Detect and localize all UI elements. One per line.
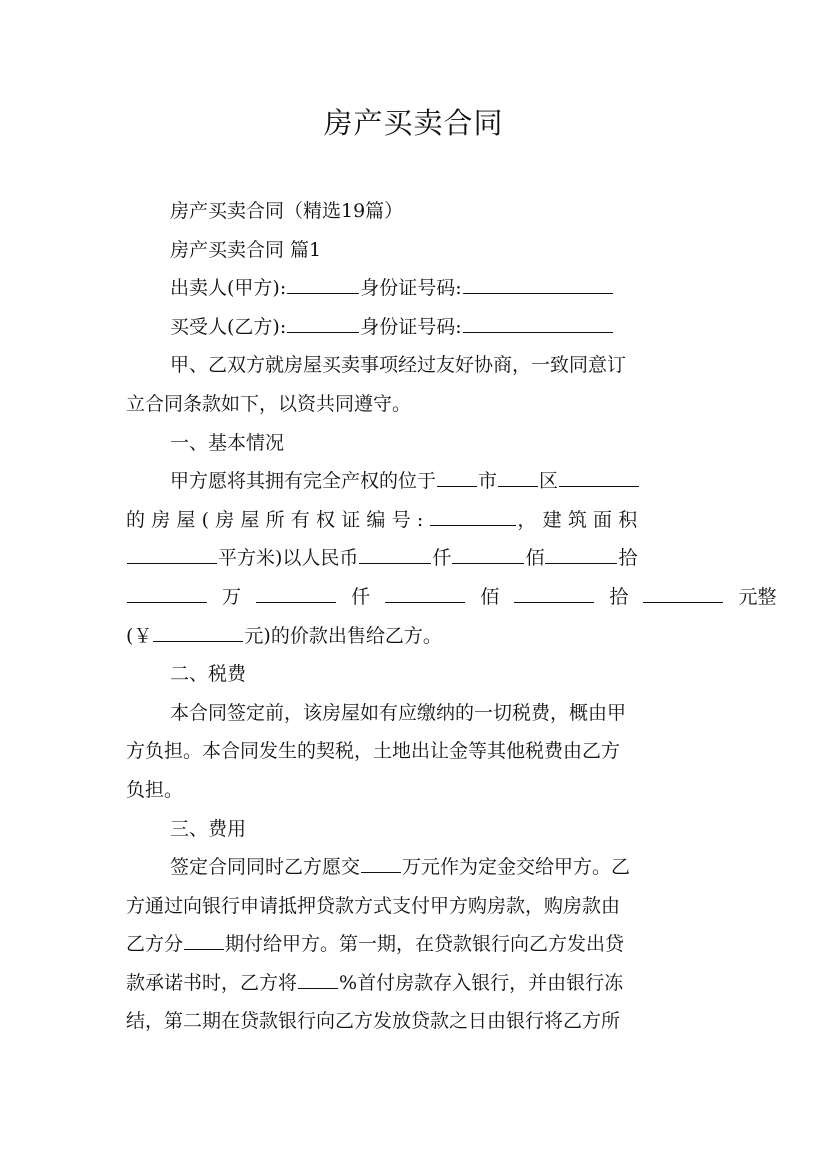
bai-blank[interactable]: [452, 543, 524, 564]
intro-line-1: 甲、乙双方就房屋买卖事项经过友好协商，一致同意订: [170, 354, 627, 377]
shi-label: 拾: [618, 547, 638, 570]
shi-2-blank[interactable]: [514, 582, 594, 603]
chapter-heading: 房产买卖合同 篇1: [170, 238, 322, 261]
section-3-heading: 三、费用: [170, 817, 247, 840]
bai-label: 佰: [525, 547, 545, 570]
qian-label: 仟: [432, 547, 452, 570]
shi-2-label: 拾: [609, 585, 629, 608]
buyer-name-blank[interactable]: [287, 312, 359, 333]
address-blank[interactable]: [559, 466, 639, 487]
section-1-line-5: [126, 617, 704, 656]
deposit-suffix: 万元作为定金交给甲方。乙: [402, 856, 631, 879]
qian-2-blank[interactable]: [256, 582, 336, 603]
yuan-blank[interactable]: [643, 582, 723, 603]
section-2-line-3: 负担。: [126, 778, 184, 801]
wan-blank[interactable]: [127, 582, 207, 603]
section-2-line-1: 本合同签定前，该房屋如有应缴纳的一切税费，概由甲: [170, 701, 627, 724]
section-3-line-2: 方通过向银行申请抵押贷款方式支付甲方购房款，购房款由: [126, 894, 621, 917]
wan-label: 万: [222, 585, 242, 608]
buyer-label: 买受人(乙方):: [170, 315, 287, 338]
subtitle: 房产买卖合同（精选19篇）: [170, 200, 404, 222]
down-payment-suffix: %首付房款存入银行，并由银行冻: [339, 971, 624, 994]
yuan-zheng-label: 元整: [738, 585, 777, 608]
seller-line: [126, 269, 704, 308]
deposit-label: 签定合同同时乙方愿交: [170, 856, 361, 879]
buyer-line: [126, 308, 704, 347]
location-label: 甲方愿将其拥有完全产权的位于: [170, 470, 437, 493]
seller-id-blank[interactable]: [463, 273, 613, 294]
section-3-line-1: [126, 848, 704, 887]
document-body: [126, 192, 777, 1041]
cert-number-blank[interactable]: [430, 505, 516, 526]
shi-blank[interactable]: [545, 543, 617, 564]
city-label: 市: [478, 470, 498, 493]
area-blank[interactable]: [127, 543, 217, 564]
yen-label: (￥: [126, 624, 153, 647]
seller-label: 出卖人(甲方):: [170, 277, 287, 300]
down-payment-label: 款承诺书时，乙方将: [126, 971, 298, 994]
yen-amount-blank[interactable]: [153, 621, 243, 642]
section-1-line-1: [126, 462, 704, 501]
deposit-blank[interactable]: [361, 852, 401, 873]
section-1-heading: 一、基本情况: [170, 431, 285, 454]
qian-2-label: 仟: [351, 585, 371, 608]
section-1-line-3: [126, 539, 704, 578]
document-title: 房产买卖合同: [323, 106, 504, 140]
cert-label: 的房屋(房屋所有权证编号:: [126, 508, 430, 531]
section-2-line-2: 方负担。本合同发生的契税，土地出让金等其他税费由乙方: [126, 740, 621, 763]
sale-label: 元)的价款出售给乙方。: [244, 624, 442, 647]
intro-line-2: 立合同条款如下，以资共同遵守。: [126, 392, 412, 415]
seller-id-label: 身份证号码:: [360, 277, 462, 300]
city-blank[interactable]: [437, 466, 477, 487]
bai-2-blank[interactable]: [385, 582, 465, 603]
installment-blank[interactable]: [184, 929, 224, 950]
down-payment-blank[interactable]: [298, 968, 338, 989]
bai-2-label: 佰: [480, 585, 500, 608]
buyer-id-label: 身份证号码:: [360, 315, 462, 338]
area-label: ，建筑面积: [517, 508, 644, 531]
section-3-line-3: [126, 925, 704, 964]
seller-name-blank[interactable]: [287, 273, 359, 294]
buyer-id-blank[interactable]: [463, 312, 613, 333]
installment-suffix: 期付给甲方。第一期，在贷款银行向乙方发出贷: [225, 933, 625, 956]
section-1-line-2: [126, 501, 704, 540]
district-label: 区: [539, 470, 559, 493]
section-3-line-5: 结，第二期在贷款银行向乙方发放贷款之日由银行将乙方所: [126, 1010, 621, 1033]
section-3-line-4: [126, 964, 704, 1003]
qian-blank[interactable]: [359, 543, 431, 564]
section-2-heading: 二、税费: [170, 663, 247, 686]
price-label: 平方米)以人民币: [218, 547, 359, 570]
section-1-line-4: [126, 578, 777, 617]
installment-label: 乙方分: [126, 933, 184, 956]
district-blank[interactable]: [498, 466, 538, 487]
